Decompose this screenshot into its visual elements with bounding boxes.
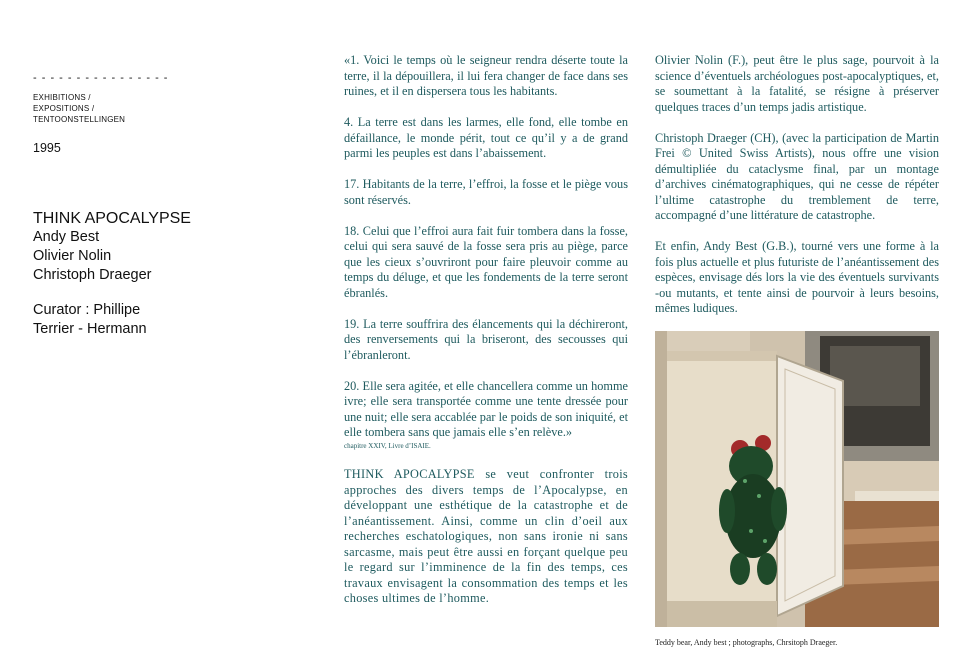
category-expositions: EXPOSITIONS / — [33, 104, 95, 113]
photo-caption: Teddy bear, Andy best ; photographs, Chrsitoph Draeger. — [655, 638, 838, 647]
category-tentoonstellingen: TENTOONSTELLINGEN — [33, 115, 126, 124]
teddy-bear-cabinet-image — [655, 331, 939, 627]
artist-paragraph: Olivier Nolin (F.), peut être le plus sage, pourvoit à la science d’éventuels archéologues post-apocalyptiques, et, se soumettant à la fatalité, se résigne à préserver quelques traces d’un temps jadis artistique. — [655, 53, 939, 114]
artist-name: Andy Best — [33, 229, 100, 245]
artists-column — [655, 53, 939, 332]
exhibition-info — [33, 209, 283, 285]
curator-line: Terrier - Hermann — [33, 321, 147, 337]
sidebar — [33, 72, 283, 339]
scripture-column — [344, 53, 628, 622]
artist-paragraph: Et enfin, Andy Best (G.B.), tourné vers une forme à la fois plus actuelle et plus futuriste de l’anéantissement des espèces, envisage dés lors la vie des éventuels survivants -ou mutants, et tente ainsi de pourvoir à leurs besoins, mêmes ludiques. — [655, 239, 939, 315]
category-exhibitions: EXHIBITIONS / — [33, 93, 91, 102]
dashed-divider: - - - - - - - - - - - - - - - - — [33, 72, 169, 84]
verse-paragraph: 17. Habitants de la terre, l’effroi, la fosse et le piège vous sont réservés. — [344, 177, 628, 207]
curator-credit — [33, 301, 283, 339]
verse-paragraph: 4. La terre est dans les larmes, elle fond, elle tombe en défaillance, le monde périt, tout ce qu’il y a de grand parmi les peuples est dans l’abaissement. — [344, 115, 628, 160]
verse-paragraph: 19. La terre souffrira des élancements qui la déchireront, des renversements qui la briseront, des secousses qui l’ébranleront. — [344, 316, 628, 362]
artist-name: Olivier Nolin — [33, 248, 112, 264]
artist-paragraph: Christoph Draeger (CH), (avec la participation de Martin Frei © United Swiss Artists), nous offre une vision démultipliée du cataclysme final, par un montage d’archives cinématographiques, qui ne cesse de répéter l’ultime catastrophe du tremblement de terre, accompagné d’une littérature de catastrophe. — [655, 130, 939, 222]
curator-line: Curator : Phillipe — [33, 302, 141, 318]
intro-paragraph: THINK APOCALYPSE se veut confronter trois approches des divers temps de l’Apocalypse, en développant une esthétique de la catastrophe et de l’anéantissement. Ainsi, comme un clin d’oeil aux recherches eschatologiques, non sans ironie ni sans sarcasme, mais peut être aussi en forçant quelque peu le regard sur l’imminence de la fin des temps, ces travaux envisagent la consommation des temps et les choses ultimes de l’homme. — [344, 467, 628, 605]
exhibition-title: THINK APOCALYPSE — [33, 210, 191, 227]
year: 1995 — [33, 141, 61, 155]
verse-paragraph: 18. Celui que l’effroi aura fait fuir tombera dans la fosse, celui qui sera sauvé de la fosse sera pris au piège, parce que les cieux s’ouvriront pour faire pleuvoir comme au temps du déluge, et que les fondements de la terre seront ébranlés. — [344, 223, 628, 300]
verse-paragraph: «1. Voici le temps où le seigneur rendra déserte toute la terre, il la dépouillera, il lui fera changer de face dans ses ruines, et il en dispersera tous les habitants. — [344, 53, 628, 98]
artist-name: Christoph Draeger — [33, 267, 152, 283]
verse-paragraph: 20. Elle sera agitée, et elle chancellera comme un homme ivre; elle sera transportée comme une tente dressée pour une nuit; elle sera accablée par le poids de son iniquité, et elle tombera sans que jamais elle s’en relève.» — [344, 378, 628, 439]
exhibition-photo — [655, 331, 939, 627]
verse-source: chapitre XXIV, Livre d’ISAIE. — [344, 442, 431, 450]
